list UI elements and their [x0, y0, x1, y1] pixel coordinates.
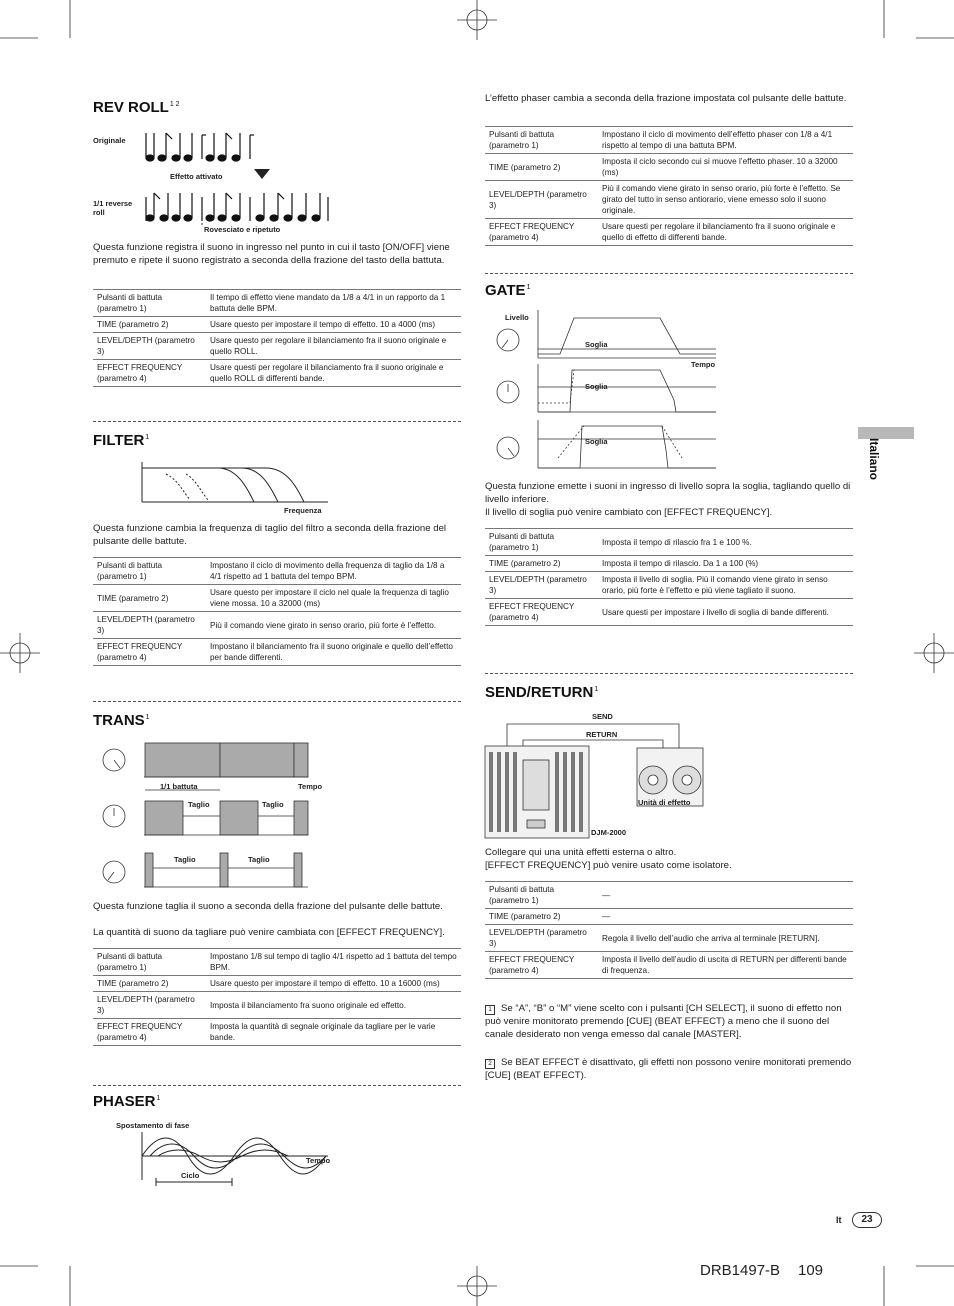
phaser-paragraph: L’effetto phaser cambia a seconda della frazione impostata col pulsante delle battute.	[485, 93, 847, 104]
doc-code: DRB1497-B	[700, 1262, 781, 1279]
table-row: TIME (parametro 2) Usare questo per impostare il ciclo nel quale la frequenza di taglio viene mossa. 10 a 32000 (ms)	[93, 585, 461, 612]
divider	[93, 1085, 461, 1086]
table-row: LEVEL/DEPTH (parametro 3) Regola il livello dell’audio che arriva al terminale [RETURN].	[485, 925, 853, 952]
table-row: EFFECT FREQUENCY (parametro 4) Imposta la quantità di segnale originale da tagliare per le varie bande.	[93, 1019, 461, 1046]
divider	[93, 701, 461, 702]
rev-roll-table	[93, 289, 461, 387]
filter-diagram	[138, 460, 338, 508]
gate-heading: GATE$^1$	[485, 282, 531, 299]
label-unita-effetto: Unità di effetto	[638, 798, 691, 807]
table-row: LEVEL/DEPTH (parametro 3) Imposta il livello di soglia. Più il comando viene girato in senso orario, più forte è l’effetto e più viene tagliato il suono.	[485, 572, 853, 599]
gate-paragraph-1: Questa funzione emette i suoni in ingresso di livello sopra la soglia, tagliando quello di livello inferiore.	[485, 481, 851, 505]
label-reverse-roll: 1/1 reverse roll	[93, 199, 133, 217]
label-soglia: Soglia	[585, 382, 608, 391]
trans-heading: TRANS$^1$	[93, 712, 150, 729]
table-row: Pulsanti di battuta (parametro 1) Impostano il ciclo di movimento dell’effetto phaser con 1/8 a 4/1 rispetto al tempo di una battuta BPM.	[485, 127, 853, 154]
label-originale: Originale	[93, 136, 126, 145]
send-return-paragraph-1: Collegare qui una unità effetti esterna o altro.	[485, 847, 677, 858]
divider	[485, 273, 853, 274]
label-taglio: Taglio	[188, 800, 210, 809]
table-row: Pulsanti di battuta (parametro 1) Impostano il ciclo di movimento della frequenza di taglio da 1/8 a 4/1 rispetto ad 1 battuta del tempo BPM.	[93, 558, 461, 585]
table-row: Pulsanti di battuta (parametro 1) Impostano 1/8 sul tempo di taglio 4/1 rispetto ad 1 battuta del tempo BPM.	[93, 949, 461, 976]
label-1-1-battuta: 1/1 battuta	[160, 782, 198, 791]
table-row: Pulsanti di battuta (parametro 1) Imposta il tempo di rilascio fra 1 e 100 %.	[485, 529, 853, 556]
rev-roll-heading: REV $ROLL^{1 2}$	[93, 99, 180, 116]
label-soglia: Soglia	[585, 437, 608, 446]
label-taglio: Taglio	[248, 855, 270, 864]
send-return-paragraph-2: [EFFECT FREQUENCY] può venire usato come isolatore.	[485, 860, 732, 871]
label-tempo: Tempo	[306, 1156, 331, 1165]
label-send: SEND	[592, 712, 613, 721]
label-frequenza: Frequenza	[284, 506, 322, 515]
page-number-badge: 23	[852, 1212, 882, 1228]
table-row: EFFECT FREQUENCY (parametro 4) Imposta il livello dell’audio di uscita di RETURN per differenti bande di frequenza.	[485, 952, 853, 979]
note-2: 2 Se BEAT EFFECT è disattivato, gli effetti non possono venire monitorati premendo [CUE] (BEAT EFFECT).	[485, 1057, 852, 1081]
label-taglio: Taglio	[262, 800, 284, 809]
label-return: RETURN	[586, 730, 618, 739]
table-row: TIME (parametro 2) —	[485, 909, 853, 925]
label-soglia: Soglia	[585, 340, 608, 349]
filter-table	[93, 557, 461, 666]
trans-table	[93, 948, 461, 1046]
divider	[485, 673, 853, 674]
table-row: Pulsanti di battuta (parametro 1) Il tempo di effetto viene mandato da 1/8 a 4/1 in un rapporto da 1 battuta delle BPM.	[93, 290, 461, 317]
label-rovesciato: Rovesciato e ripetuto	[204, 225, 281, 234]
table-row: EFFECT FREQUENCY (parametro 4) Usare questi per regolare il bilanciamento fra il suono originale e quello di effetto di differenti bande.	[485, 219, 853, 246]
label-tempo: Tempo	[298, 782, 323, 791]
table-row: LEVEL/DEPTH (parametro 3) Imposta il bilanciamento fra suono originale ed effetto.	[93, 992, 461, 1019]
gate-table	[485, 528, 853, 626]
send-return-heading: SEND/RETURN$^1$	[485, 684, 599, 701]
label-spostamento: Spostamento di fase	[116, 1121, 190, 1130]
trans-paragraph-2: La quantità di suono da tagliare può venire cambiata con [EFFECT FREQUENCY].	[93, 927, 445, 938]
label-livello: Livello	[505, 313, 529, 322]
side-tab-label: Italiano	[867, 438, 881, 481]
gate-paragraph-2: Il livello di soglia può venire cambiato con [EFFECT FREQUENCY].	[485, 507, 773, 518]
table-row: TIME (parametro 2) Imposta il ciclo secondo cui si muove l’effetto phaser. 10 a 32000 (ms)	[485, 154, 853, 181]
table-row: EFFECT FREQUENCY (parametro 4) Impostano il bilanciamento fra il suono originale e quello dell’effetto per bande differenti.	[93, 639, 461, 666]
table-row: EFFECT FREQUENCY (parametro 4) Usare questi per regolare il bilanciamento fra il suono originale e quello ROLL di differenti bande.	[93, 360, 461, 387]
filter-heading: FILTER$^1$	[93, 432, 150, 449]
divider	[93, 421, 461, 422]
footer-lang: It	[836, 1215, 842, 1225]
trans-paragraph-1: Questa funzione taglia il suono a seconda della frazione del pulsante delle battute.	[93, 901, 443, 912]
label-taglio: Taglio	[174, 855, 196, 864]
send-return-table	[485, 881, 853, 979]
table-row: TIME (parametro 2) Usare questo per impostare il tempo di effetto. 10 a 16000 (ms)	[93, 976, 461, 992]
table-row: TIME (parametro 2) Usare questo per impostare il tempo di effetto. 10 a 4000 (ms)	[93, 317, 461, 333]
filter-paragraph: Questa funzione cambia la frequenza di taglio del filtro a seconda della frazione del pulsante delle battute.	[93, 523, 447, 547]
label-effetto-attivato: Effetto attivato	[170, 172, 223, 181]
rev-roll-paragraph: Questa funzione registra il suono in ingresso nel punto in cui il tasto [ON/OFF] viene premuto e ripete il suono registrato a seconda della frazione del tasto della battuta.	[93, 242, 450, 266]
label-ciclo: Ciclo	[181, 1171, 200, 1180]
label-tempo: Tempo	[691, 360, 716, 369]
doc-page: 109	[798, 1262, 824, 1279]
phaser-heading: PHASER$^1$	[93, 1093, 161, 1110]
trans-diagram	[96, 738, 314, 890]
phaser-table	[485, 126, 853, 246]
table-row: LEVEL/DEPTH (parametro 3) Usare questo per regolare il bilanciamento fra il suono originale e quello ROLL.	[93, 333, 461, 360]
table-row: TIME (parametro 2) Imposta il tempo di rilascio. Da 1 a 100 (%)	[485, 556, 853, 572]
table-row: LEVEL/DEPTH (parametro 3) Più il comando viene girato in senso orario, più forte è l’effetto. Se girato del tutto in senso antiorario, viene emesso solo il suono originale.	[485, 181, 853, 219]
table-row: EFFECT FREQUENCY (parametro 4) Usare questi per impostare i livello di soglia di bande differenti.	[485, 599, 853, 626]
table-row: Pulsanti di battuta (parametro 1) —	[485, 882, 853, 909]
table-row: LEVEL/DEPTH (parametro 3) Più il comando viene girato in senso orario, più forte è l’effetto.	[93, 612, 461, 639]
label-djm-2000: DJM-2000	[591, 828, 627, 837]
note-1: 1 Se “A”, “B” o “M” viene scelto con i pulsanti [CH SELECT], il suono di effetto non può venire monitorato premendo [CUE] (BEAT EFFECT) a meno che il suono del canale desiderato non venga emesso dal canale [MASTER].	[485, 1003, 842, 1040]
